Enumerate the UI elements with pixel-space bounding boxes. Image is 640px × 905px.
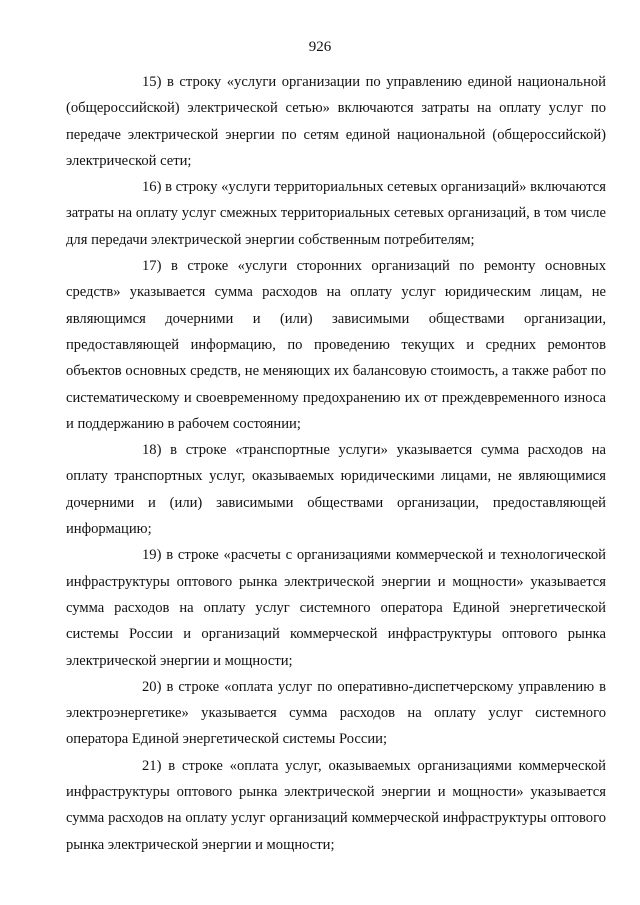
- list-item: [66, 542, 606, 673]
- page-number: 926: [308, 39, 332, 55]
- document-body: [66, 69, 606, 858]
- item-number: 20): [142, 678, 162, 695]
- list-item: [66, 437, 606, 542]
- item-text: в строку «услуги территориальных сетевых организаций» включаются затраты на оплату услуг смежных территориальных сетевых организаций, в том числе для передачи электрической энергии собственным потребителям;: [66, 179, 606, 248]
- list-item: [66, 253, 606, 437]
- item-text: в строке «оплата услуг, оказываемых организациями коммерческой инфраструктуры оптового рынка электрической энергии и мощности» указывается сумма расходов на оплату услуг организаций коммерческой инфраструктуры оптового рынка электрической энергии и мощности;: [66, 757, 606, 853]
- item-number: 18): [142, 442, 162, 459]
- item-number: 16): [142, 179, 162, 196]
- list-item: [66, 674, 606, 753]
- item-number: 19): [142, 547, 162, 564]
- item-number: 17): [142, 258, 162, 275]
- list-item: [66, 753, 606, 858]
- item-text: в строке «услуги сторонних организаций по ремонту основных средств» указывается сумма расходов на оплату услуг юридическим лицам, не являющимся дочерними и (или) зависимыми обществами организации, предоставляющей информацию, по проведению текущих и средних ремонтов объектов основных средств, не меняющих их балансовую стоимость, а также работ по систематическому и своевременному предохранению их от преждевременного износа и поддержанию в рабочем состоянии;: [66, 258, 606, 432]
- list-item: [66, 69, 606, 174]
- item-text: в строке «транспортные услуги» указывается сумма расходов на оплату транспортных услуг, оказываемых юридическими лицами, не являющимися дочерними и (или) зависимыми обществами организации, предоставляющей информацию;: [66, 442, 606, 538]
- item-text: в строке «расчеты с организациями коммерческой и технологической инфраструктуры оптового рынка электрической энергии и мощности» указывается сумма расходов на оплату услуг системного оператора Единой энергетической системы России и организаций коммерческой инфраструктуры оптового рынка электрической энергии и мощности;: [66, 547, 606, 669]
- item-number: 21): [142, 757, 162, 774]
- item-text: в строку «услуги организации по управлению единой национальной (общероссийской) электрической сетью» включаются затраты на оплату услуг по передаче электрической энергии по сетям единой национальной (общероссийской) электрической сети;: [66, 74, 606, 169]
- item-number: 15): [142, 74, 162, 90]
- list-item: [66, 174, 606, 253]
- item-text: в строке «оплата услуг по оперативно-диспетчерскому управлению в электроэнергетике» указывается сумма расходов на оплату услуг системного оператора Единой энергетической системы России;: [66, 678, 606, 748]
